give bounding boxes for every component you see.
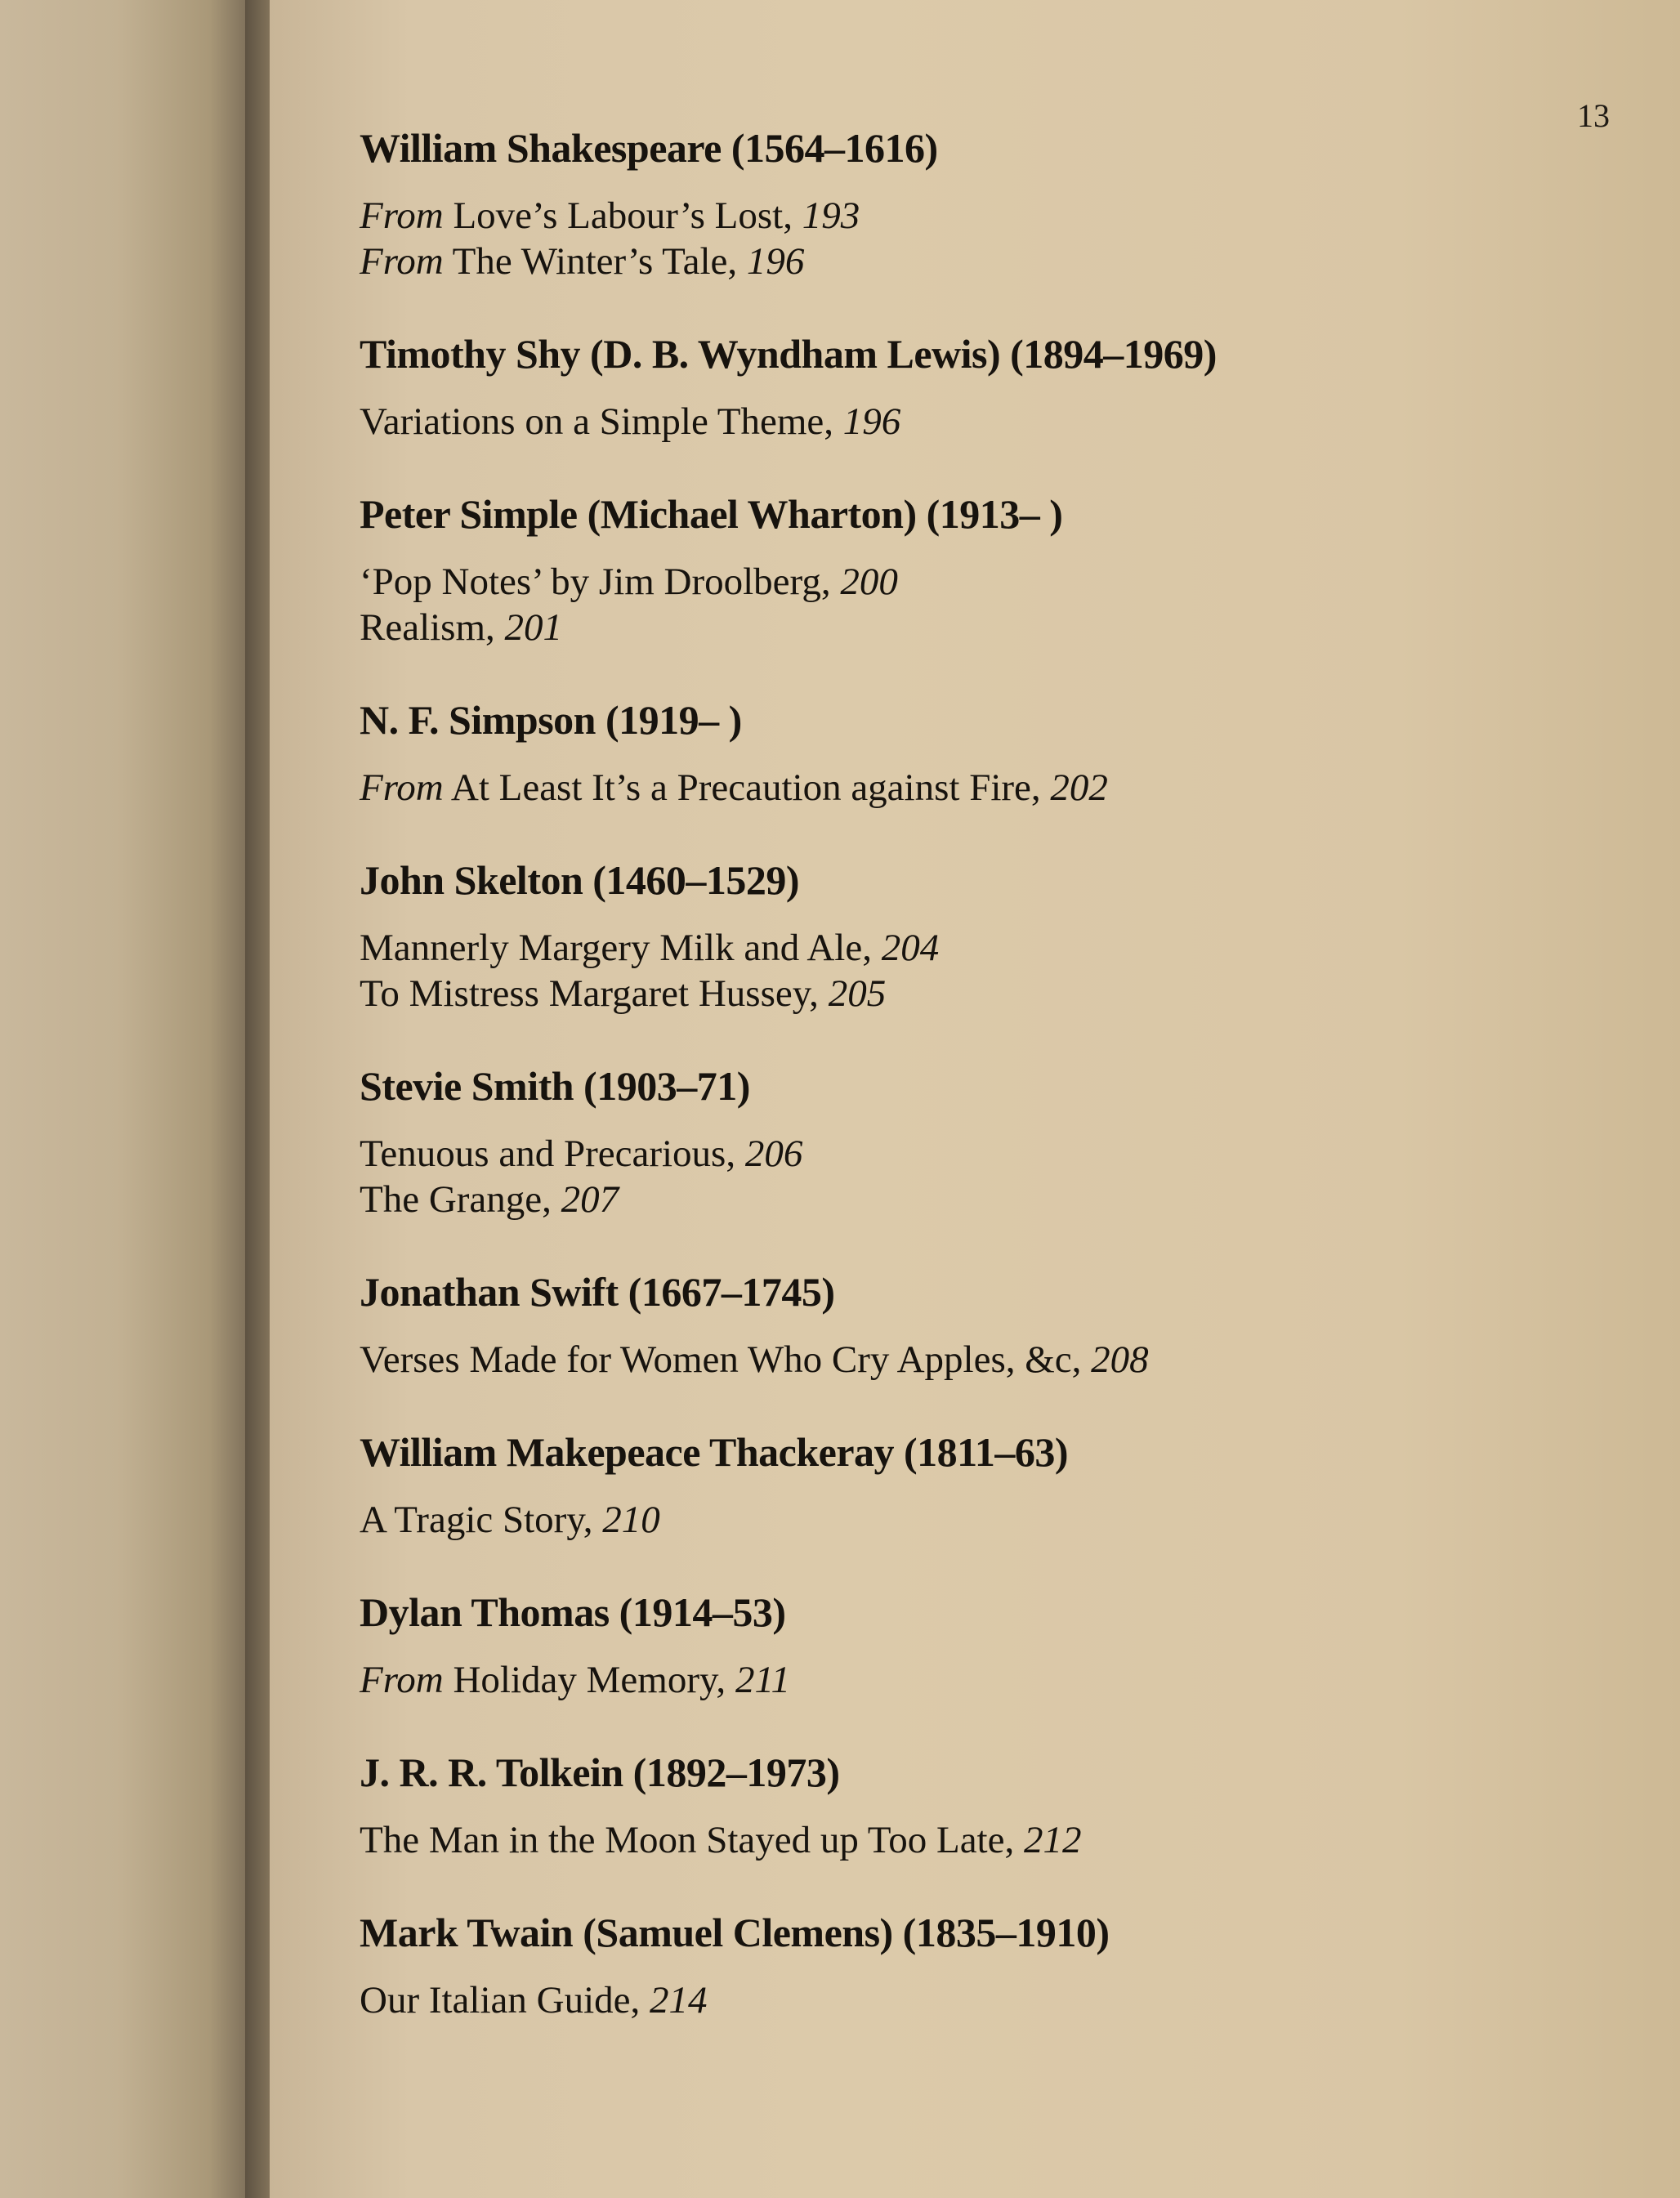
contents-list — [360, 123, 1585, 2067]
work-title: Love’s Labour’s Lost, — [453, 194, 793, 237]
work-line — [360, 1977, 1585, 2023]
work-prefix: From — [360, 1659, 444, 1701]
work-page-number: 212 — [1023, 1819, 1082, 1861]
contents-entry — [360, 1061, 1585, 1222]
work-title: A Tragic Story, — [360, 1499, 593, 1541]
contents-entry — [360, 1267, 1585, 1383]
work-line — [360, 605, 1585, 650]
work-line — [360, 399, 1585, 445]
work-title: At Least It’s a Precaution against Fire, — [450, 766, 1041, 809]
work-page-number: 214 — [650, 1979, 708, 2022]
work-line — [360, 1497, 1585, 1543]
work-page-number: 201 — [504, 606, 563, 649]
work-page-number: 200 — [840, 561, 898, 603]
work-title: Tenuous and Precarious, — [360, 1133, 736, 1175]
work-line — [360, 765, 1585, 811]
contents-entry — [360, 695, 1585, 811]
work-line — [360, 1131, 1585, 1177]
work-title: The Winter’s Tale, — [452, 240, 738, 283]
work-title: Our Italian Guide, — [360, 1979, 641, 2022]
page-number: 13 — [1577, 97, 1610, 134]
work-prefix: From — [360, 240, 444, 283]
work-line — [360, 1817, 1585, 1863]
author-heading: Stevie Smith (1903–71) — [360, 1063, 750, 1109]
contents-entry — [360, 1747, 1585, 1863]
work-page-number: 193 — [802, 194, 860, 237]
work-title: ‘Pop Notes’ by Jim Droolberg, — [360, 561, 831, 603]
author-heading: Mark Twain (Samuel Clemens) (1835–1910) — [360, 1910, 1110, 1955]
work-line — [360, 193, 1585, 239]
author-heading: John Skelton (1460–1529) — [360, 857, 800, 903]
contents-entry — [360, 489, 1585, 650]
work-title: Mannerly Margery Milk and Ale, — [360, 927, 872, 969]
left-page — [0, 0, 261, 2198]
author-heading: Jonathan Swift (1667–1745) — [360, 1269, 835, 1315]
work-page-number: 206 — [744, 1133, 803, 1175]
contents-entry — [360, 855, 1585, 1016]
work-title: Verses Made for Women Who Cry Apples, &c, — [360, 1338, 1082, 1381]
work-title: Variations on a Simple Theme, — [360, 400, 833, 443]
work-line — [360, 559, 1585, 605]
author-heading: William Shakespeare (1564–1616) — [360, 125, 938, 171]
work-page-number: 196 — [842, 400, 901, 443]
author-heading: William Makepeace Thackeray (1811–63) — [360, 1429, 1069, 1475]
work-page-number: 204 — [881, 927, 940, 969]
work-title: The Grange, — [360, 1178, 552, 1221]
work-line — [360, 1177, 1585, 1222]
work-page-number: 196 — [746, 240, 805, 283]
work-title: The Man in the Moon Stayed up Too Late, — [360, 1819, 1015, 1861]
author-heading: Timothy Shy (D. B. Wyndham Lewis) (1894–1969) — [360, 331, 1217, 377]
author-heading: N. F. Simpson (1919– ) — [360, 697, 742, 743]
work-prefix: From — [360, 194, 444, 237]
work-line — [360, 925, 1585, 971]
work-page-number: 202 — [1050, 766, 1108, 809]
work-page-number: 211 — [735, 1659, 790, 1701]
work-page-number: 208 — [1091, 1338, 1149, 1381]
contents-entry — [360, 1587, 1585, 1703]
work-title: Realism, — [360, 606, 495, 649]
author-heading: Peter Simple (Michael Wharton) (1913– ) — [360, 491, 1063, 537]
work-title: Holiday Memory, — [453, 1659, 726, 1701]
author-heading: J. R. R. Tolkein (1892–1973) — [360, 1749, 840, 1795]
contents-entry — [360, 1427, 1585, 1543]
work-page-number: 205 — [828, 972, 887, 1015]
work-page-number: 207 — [561, 1178, 619, 1221]
work-line — [360, 1657, 1585, 1703]
contents-entry — [360, 1907, 1585, 2023]
author-heading: Dylan Thomas (1914–53) — [360, 1589, 786, 1635]
contents-entry — [360, 123, 1585, 284]
work-title: To Mistress Margaret Hussey, — [360, 972, 819, 1015]
work-line — [360, 239, 1585, 284]
work-line — [360, 1337, 1585, 1383]
work-line — [360, 971, 1585, 1016]
work-prefix: From — [360, 766, 444, 809]
work-page-number: 210 — [602, 1499, 660, 1541]
contents-entry — [360, 328, 1585, 445]
